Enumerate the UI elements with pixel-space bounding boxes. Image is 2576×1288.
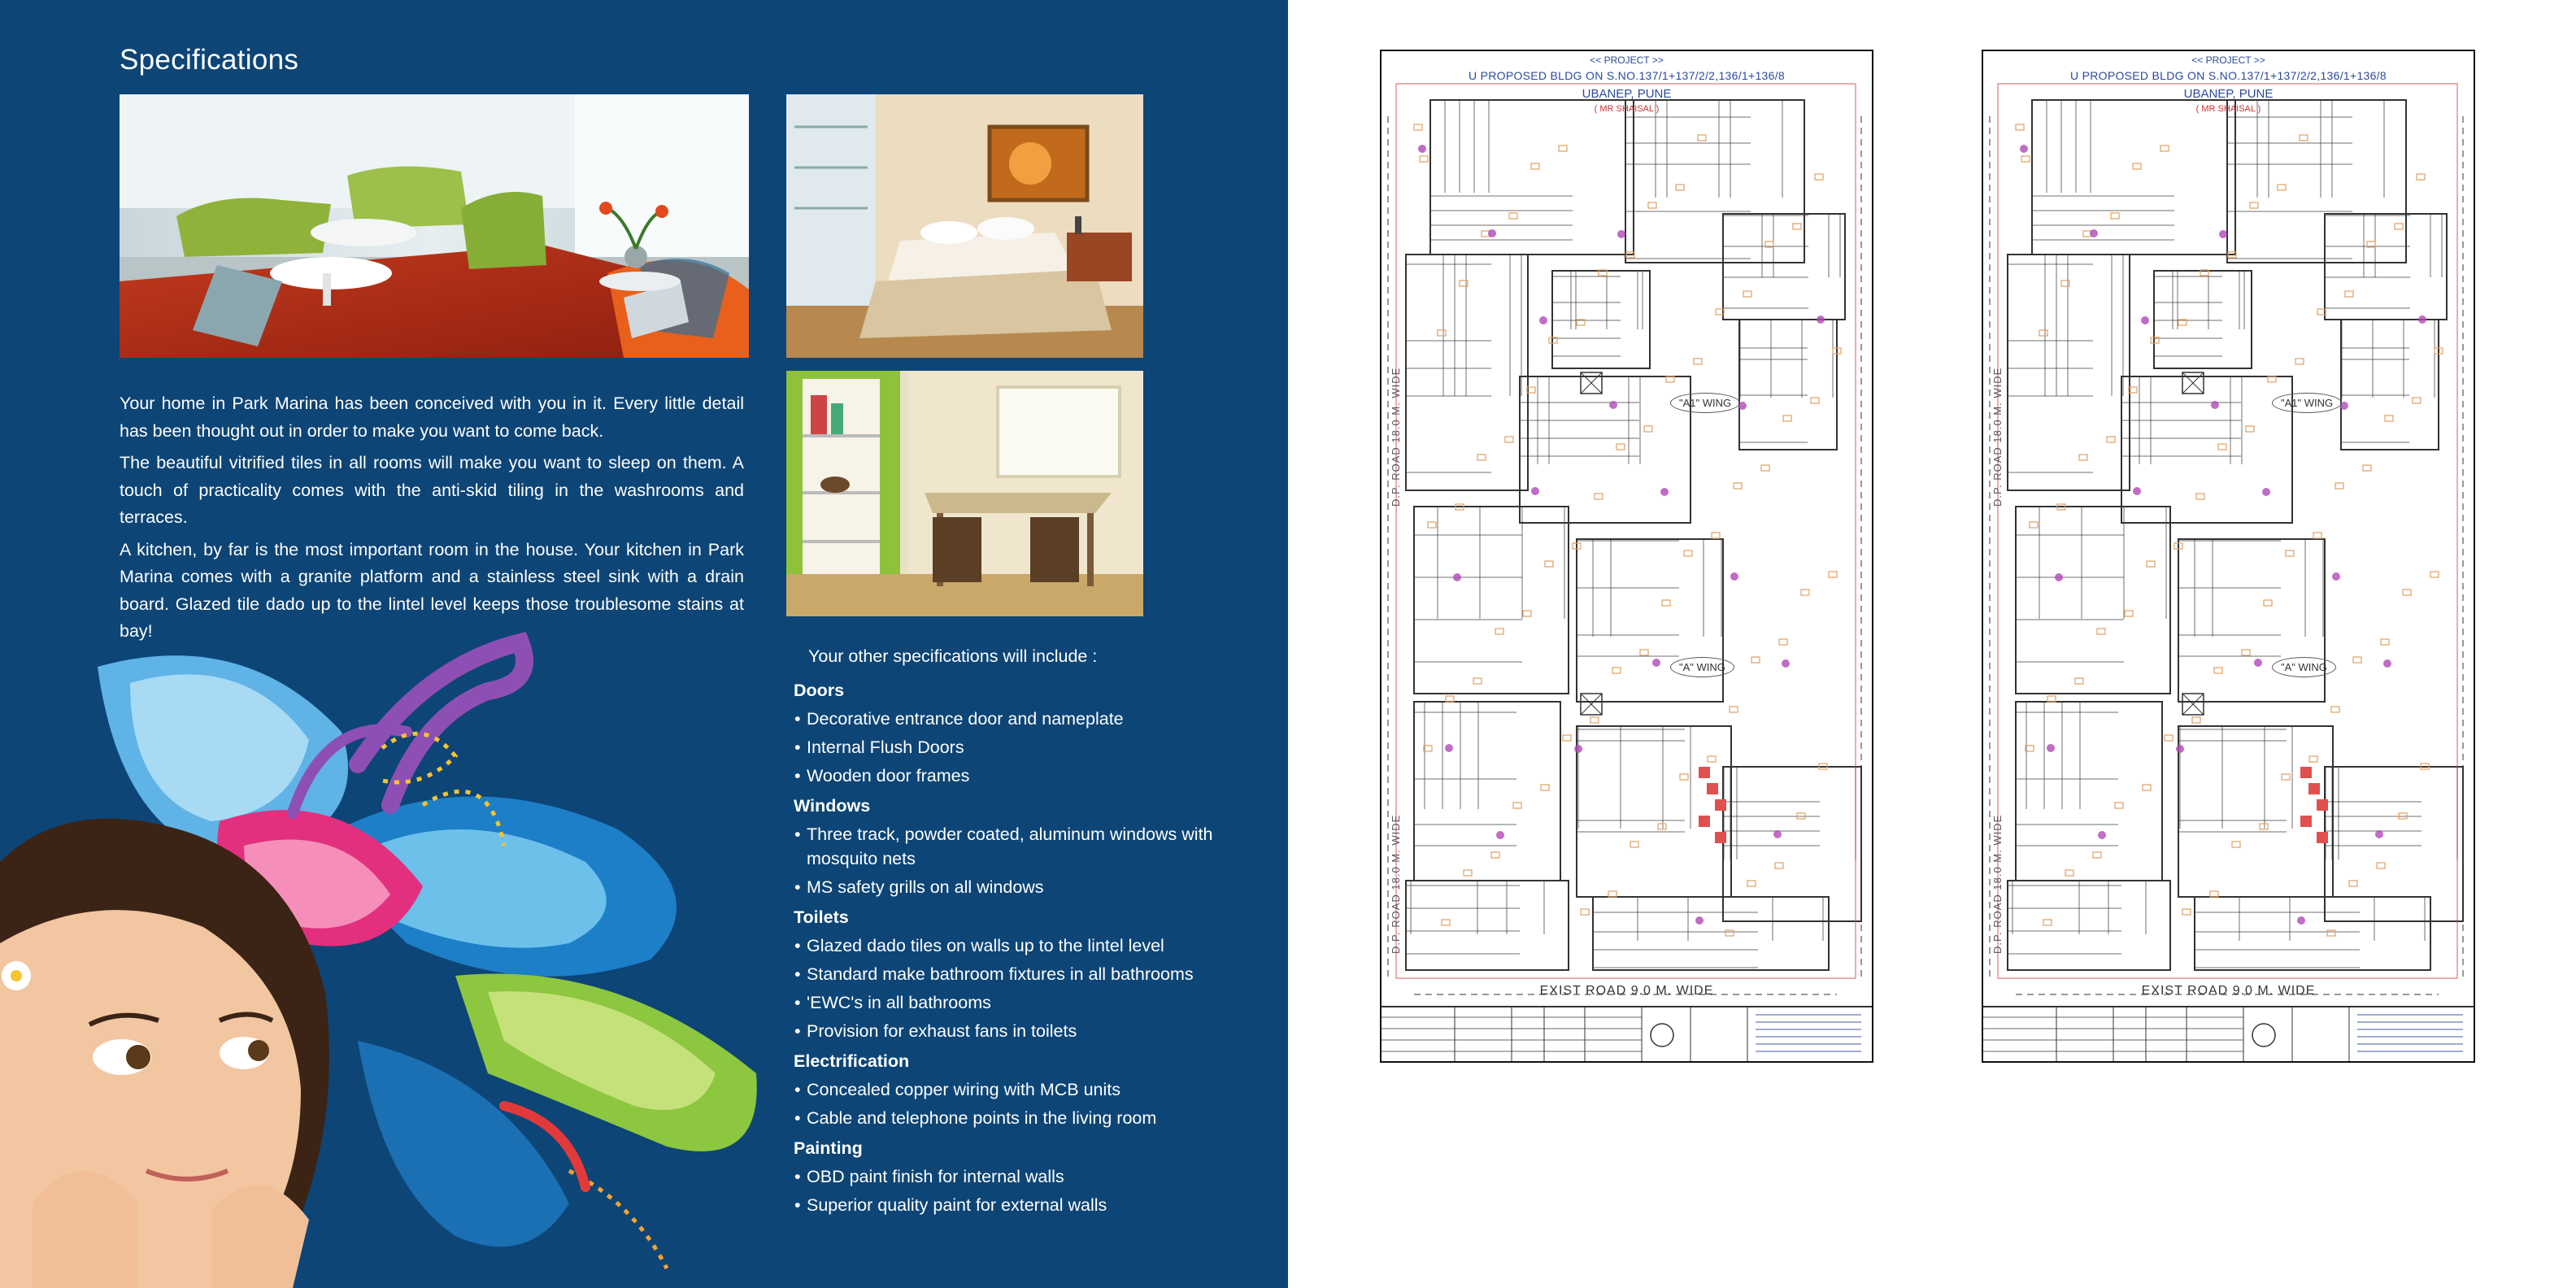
plan-location-label: UBANEP, PUNE <box>1582 87 1672 101</box>
plan-project-label: << PROJECT >> <box>2191 54 2265 66</box>
plan-owner-label: ( MR SHAISAL ) <box>1594 104 1660 114</box>
plan-wing-a1-label: "A1" WING <box>1670 393 1740 413</box>
plan-bottom-road-label: EXIST ROAD 9.0 M. WIDE <box>1539 984 1714 998</box>
category-windows: Windows <box>794 796 871 816</box>
list-item: • Decorative entrance door and nameplate <box>794 707 1249 731</box>
intro-text <box>120 390 744 651</box>
floor-plan-drawing <box>1983 51 2474 1061</box>
category-electrification: Electrification <box>794 1051 910 1071</box>
bedroom-photo <box>786 94 1143 358</box>
plan-owner-label: ( MR SHAISAL ) <box>2195 104 2261 114</box>
plan-side-road-label: D.P. ROAD 18.0 M. WIDE <box>1390 367 1402 507</box>
list-item: • Standard make bathroom fixtures in all bathrooms <box>794 962 1249 986</box>
list-item: • Superior quality paint for external walls <box>794 1193 1249 1217</box>
windows-list <box>794 822 1249 899</box>
intro-paragraph-3: A kitchen, by far is the most important room in the house. Your kitchen in Park Marina comes with a granite platform and a stainless steel sink with a drain board. Glazed tile dado up to the lintel level keeps those troublesome stains at bay! <box>120 539 744 641</box>
intro-paragraph-2: The beautiful vitrified tiles in all rooms will make you want to sleep on them. A touch of practicality comes with the anti-skid tiling in the washrooms and terraces. <box>120 453 744 527</box>
floor-plan-drawing <box>1382 51 1872 1061</box>
page-title: Specifications <box>120 44 299 76</box>
plan-bottom-road-label: EXIST ROAD 9.0 M. WIDE <box>2141 984 2316 998</box>
north-arrow-icon <box>1651 1024 1673 1046</box>
category-painting: Painting <box>794 1138 863 1158</box>
list-item: • Glazed dado tiles on walls up to the lintel level <box>794 933 1249 958</box>
floor-plan-2 <box>1982 50 2475 1063</box>
plan-wing-a-label: "A" WING <box>1670 657 1734 677</box>
specifications-list <box>794 642 1249 1221</box>
plan-wing-a1-label: "A1" WING <box>2272 393 2342 413</box>
doors-list <box>794 707 1249 788</box>
list-item: • Three track, powder coated, aluminum windows with mosquito nets <box>794 822 1249 871</box>
painting-list <box>794 1164 1249 1217</box>
list-item: • Internal Flush Doors <box>794 735 1249 759</box>
plan-building-label: U PROPOSED BLDG ON S.NO.137/1+137/2/2,136/1+136/8 <box>2069 69 2387 82</box>
living-room-photo <box>120 94 749 358</box>
category-toilets: Toilets <box>794 907 849 927</box>
list-item: • OBD paint finish for internal walls <box>794 1164 1249 1189</box>
electrification-list <box>794 1077 1249 1130</box>
list-item: • Provision for exhaust fans in toilets <box>794 1019 1249 1043</box>
plan-building-label: U PROPOSED BLDG ON S.NO.137/1+137/2/2,136/1+136/8 <box>1468 69 1785 82</box>
list-item: • Concealed copper wiring with MCB units <box>794 1077 1249 1102</box>
north-arrow-icon <box>2252 1024 2275 1046</box>
specs-intro: Your other specifications will include : <box>808 646 1098 666</box>
plan-side-road-label: D.P. ROAD 18.0 M. WIDE <box>1991 367 2004 507</box>
list-item: • MS safety grills on all windows <box>794 875 1249 899</box>
plan-location-label: UBANEP, PUNE <box>2183 87 2274 101</box>
plan-side-road-label-lower: D.P. ROAD 18.0 M. WIDE <box>1390 814 1402 954</box>
floor-plan-1 <box>1380 50 1873 1063</box>
toilets-list <box>794 933 1249 1043</box>
dining-room-photo <box>786 371 1143 616</box>
category-doors: Doors <box>794 681 845 700</box>
plan-project-label: << PROJECT >> <box>1590 54 1664 66</box>
intro-paragraph-1: Your home in Park Marina has been conceived with you in it. Every little detail has been thought out in order to make you want to come back. <box>120 394 744 441</box>
list-item: • Cable and telephone points in the living room <box>794 1106 1249 1130</box>
plan-side-road-label-lower: D.P. ROAD 18.0 M. WIDE <box>1991 814 2004 954</box>
girl-swirl-illustration <box>0 618 781 1288</box>
list-item: • 'EWC's in all bathrooms <box>794 990 1249 1015</box>
right-page <box>1288 0 2576 1288</box>
plan-wing-a-label: "A" WING <box>2272 657 2336 677</box>
list-item: • Wooden door frames <box>794 764 1249 788</box>
